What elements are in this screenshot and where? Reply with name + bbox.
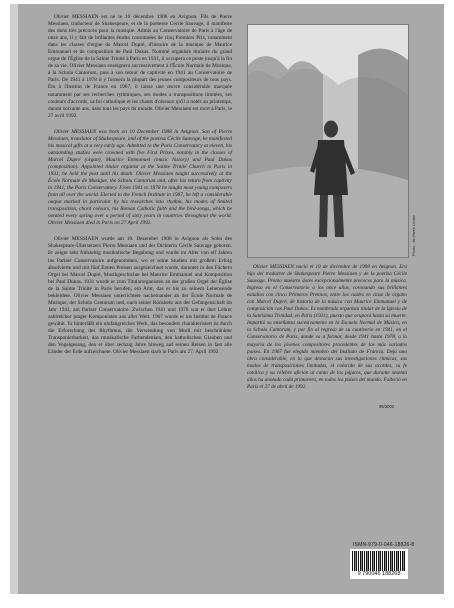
catalog-code: 95/2002 <box>379 404 395 409</box>
biography-spanish: Olivier MESSIAEN nació el 10 de diciembre de 1908 en Avignon. Era hijo del traductor de Shakespeare Pierre Messiaen y de la poetisa Cécile Sauvage. Pronto muestra dotes excepcionalmente precoces para la música. Ingresa en el Conservatorio a los once años, coronando sus brillantes estudios con cinco Primeros Premios, entre los cuales en clase de órgano con Marcel Dupré, de historia de la música con Maurice Emmanuel y de composición con Paul Dukas. Es nombrado organista titular de la Iglesia de la Santísima Trinidad, en París (1931), puesto que ocupará hasta su muerte. Impartió su enseñanza sucesivamente en la Escuela Normal de Música, en la Schola Cantorum, y por fin al regreso de su cautiverio en 1941, en el Conservatorio de París, donde va a formar, desde 1941 hasta 1978, a la mayoría de los jóvenes compositores procedentes de los más variados países. En 1967 fue elegido miembro del Instituto de Francia. Deja una obra considerable, en la que destacan sus investigaciones rítmicas, sus modos de transposiciones limitadas, el colorido de sus acordes, su fe católica y su célebre afición al canto de los pájaros, que durante sesenta años ha anotado cada primavera, en todos los países del mundo. Falleció en París el 27 de abril de 1992. <box>247 264 407 390</box>
page-edge <box>10 4 18 594</box>
biography-german: Olivier MESSIAEN wurde am 10. Dezember 1908 in Avignon als Sohn des Shakespeare-Übersetzers Pierre Messiaen und der Dichterin Cécile Sauvage geboren. Er zeigte sehr frühzeitig musikalische Begabung und wurde im Alter von elf Jahren ins Pariser Conservatoire aufgenommen, wo er seine Studien mit großem Erfolg absolvierte und mit fünf Ersten Preisen ausgezeichnet wurde, darunter in den Fächern Orgel bei Marcel Dupré, Musikgeschichte bei Maurice Emmanuel und Komposition bei Paul Dukas. 1931 wurde er zum Titularorganisten an der großen Orgel der Église de la Sainte Trinité in Paris berufen, ein Amt, das er bis zu seinem Lebensende bekleidete. Olivier Messiaen unterrichtete nacheinander an der École Normale de Musique, der Schola Cantorum und, nach seiner Rückkehr aus der Gefangenschaft im Jahr 1941, am Pariser Conservatoire. Zwischen 1941 und 1978 war er dort Lehrer zahlreicher junger Komponisten aus aller Welt. 1967 wurde er ins Institut de France gewählt. Er hinterläßt ein umfangreiches Werk, das besonders charakterisiert ist durch die Erforschung des Rhythmus, die Verwendung von Modi mit beschränkter Transponierbarkeit, das musikalische Farbendenken, den katholischen Glauben und den Vogelgesang, den er über sechzig Jahre hinweg auf seinen Reisen in fast alle Länder der Erde aufzeichnete. Olivier Messiaen starb in Paris am 27. April 1992. <box>48 236 232 356</box>
biography-french: Olivier MESSIAEN est né le 10 décembre 1908 en Avignon. Fils de Pierre Messiaen, traducteur de Shakespeare, et de la poétesse Cécile Sauvage, il manifeste des dons très précoces pour la musique. Admis au Conservatoire de Paris à l'âge de onze ans, il y fait de brillantes études couronnées de cinq Premiers Prix, notamment dans les classes d'orgue de Marcel Dupré, d'histoire de la musique de Maurice Emmanuel et de composition de Paul Dukas. Nommé organiste titulaire du grand orgue de l'Église de la Sainte Trinité à Paris en 1931, il occupera ce poste jusqu'à la fin de sa vie. Olivier Messiaen enseignera successivement à l'École Normale de Musique, à la Schola Cantorum, puis à son retour de captivité en 1941 au Conservatoire de Paris. De 1941 à 1978 il y formera la plupart des jeunes compositeurs de tous pays. Élu à l'Institut de France en 1967, il laisse une œuvre considérable marquée notamment par ses recherches rythmiques, ses modes à transpositions limitées, ses couleurs d'accords, sa foi catholique et les chants d'oiseaux qu'il a notés au printemps, durant soixante ans, dans tous les pays du monde. Olivier Messiaen est mort à Paris, le 27 avril 1992. <box>48 14 232 119</box>
photo-illustration <box>248 25 408 257</box>
biography-left-column <box>48 14 232 365</box>
barcode-bars <box>352 551 406 571</box>
biography-right-column <box>247 264 407 391</box>
biography-english: Olivier MESSIAEN was born on 10 December 1908 in Avignon. Son of Pierre Messiaen, translator of Shakespeare, and of the poetess Cécile Sauvage, he manifested his musical gifts at a very early age. Admitted to the Paris Conservatory at eleven, his outstanding studies were crowned with five First Prizes, notably in the classes of Marcel Dupré (organ), Maurice Emmanuel (music history) and Paul Dukas (composition). Appointed titular organist at the Sainte Trinité Church in Paris in 1931, he held the post until his death. Olivier Messiaen taught successively at the École Normale de Musique, the Schola Cantorum and, after his return from captivity in 1941, the Paris Conservatory. From 1941 to 1978 he taught most young composers from all over the world. Elected to the French Institute in 1967, he left a considerable output marked in particular by his researches into rhythm, his modes of limited transposition, chord colours, his Roman Catholic faith and the bird-songs, which he notated every spring over a period of sixty years in countries throughout the world. Olivier Messiaen died in Paris on 27 April 1992. <box>48 128 232 227</box>
barcode-digits: 9 790046 188268 <box>357 571 401 577</box>
book-back-cover <box>10 4 444 594</box>
isbn-label: ISMN-979-0-046-18826-8 <box>353 542 415 548</box>
barcode <box>350 549 408 579</box>
photo-credit: Photo : Archives Leduc <box>411 215 416 256</box>
composer-photo <box>247 24 409 258</box>
